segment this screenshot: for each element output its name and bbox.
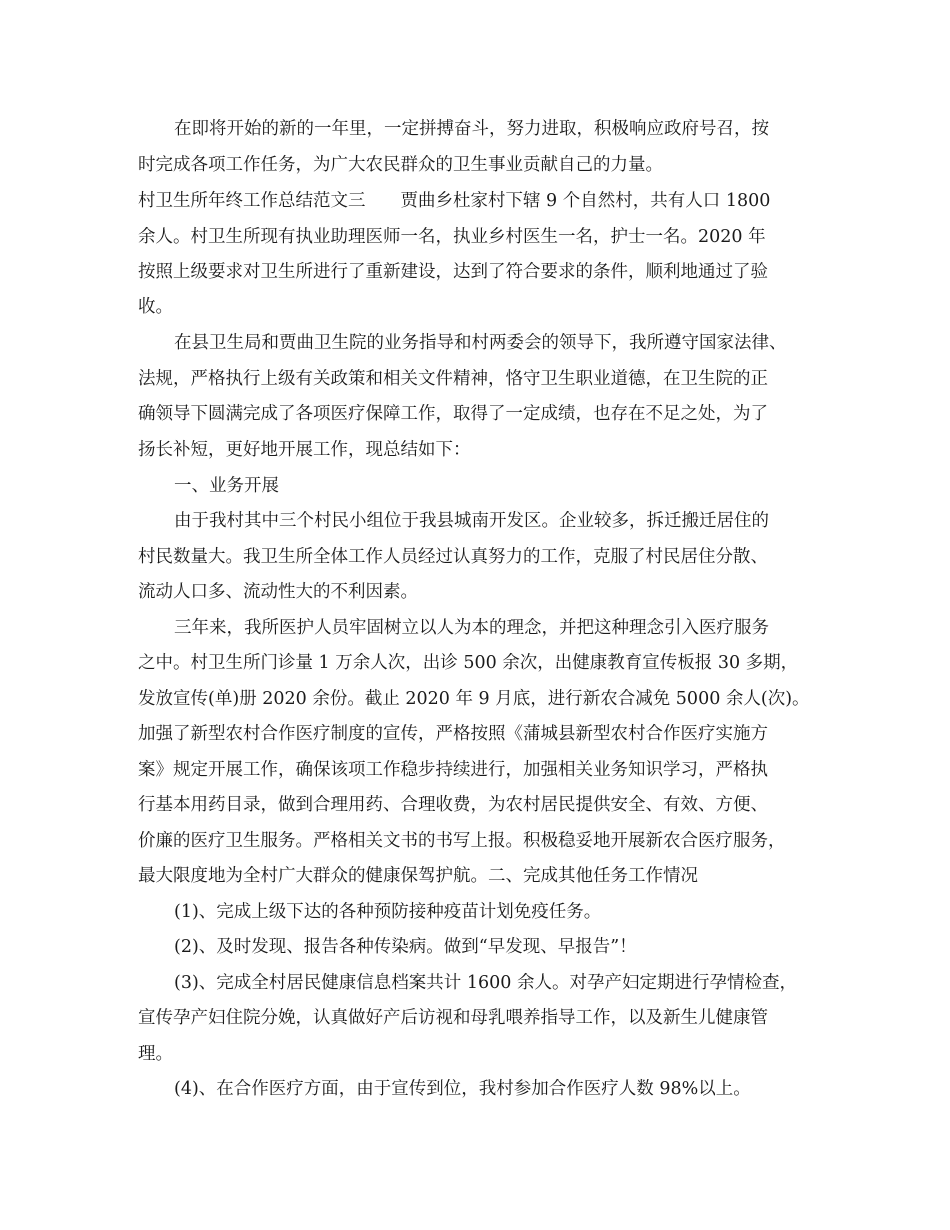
- paragraph-line: 法规，严格执行上级有关政策和相关文件精神，恪守卫生职业道德，在卫生院的正: [138, 369, 768, 389]
- paragraph-line: 宣传孕产妇住院分娩，认真做好产后访视和母乳喂养指导工作，以及新生儿健康管: [138, 1008, 768, 1028]
- list-item: (2)、及时发现、报告各种传染病。做到“早发现、早报告”！: [174, 937, 637, 957]
- paragraph-line: 时完成各项工作任务，为广大农民群众的卫生事业贡献自己的力量。: [138, 155, 663, 175]
- paragraph-line: 最大限度地为全村广大群众的健康保驾护航。二、完成其他任务工作情况: [138, 866, 698, 886]
- paragraph-line: 村卫生所年终工作总结范文三 贾曲乡杜家村下辖 9 个自然村，共有人口 1800: [138, 191, 771, 211]
- paragraph-line: 发放宣传(单)册 2020 余份。截止 2020 年 9 月底，进行新农合减免 5000 余人(次)。: [138, 689, 810, 709]
- paragraph-line: 价廉的医疗卫生服务。严格相关文书的书写上报。积极稳妥地开展新农合医疗服务，: [138, 831, 786, 851]
- paragraph-line: 流动人口多、流动性大的不利因素。: [138, 582, 418, 602]
- list-item: (4)、在合作医疗方面，由于宣传到位，我村参加合作医疗人数 98%以上。: [174, 1079, 751, 1099]
- paragraph-line: 扬长补短，更好地开展工作，现总结如下：: [138, 440, 471, 460]
- paragraph-line: 三年来，我所医护人员牢固树立以人为本的理念，并把这种理念引入医疗服务: [174, 618, 769, 638]
- paragraph-line: 理。: [138, 1044, 173, 1064]
- paragraph-line: 在县卫生局和贾曲卫生院的业务指导和村两委会的领导下，我所遵守国家法律、: [174, 333, 787, 353]
- list-item: (1)、完成上级下达的各种预防接种疫苗计划免疫任务。: [174, 902, 602, 922]
- list-item: (3)、完成全村居民健康信息档案共计 1600 余人。对孕产妇定期进行孕情检查，: [174, 973, 797, 993]
- paragraph-line: 余人。村卫生所现有执业助理医师一名，执业乡村医生一名，护士一名。2020 年: [138, 227, 766, 247]
- paragraph-line: 加强了新型农村合作医疗制度的宣传，严格按照《蒲城县新型农村合作医疗实施方: [138, 724, 768, 744]
- paragraph-line: 在即将开始的新的一年里，一定拼搏奋斗，努力进取，积极响应政府号召，按: [174, 119, 769, 139]
- paragraph-line: 之中。村卫生所门诊量 1 万余人次，出诊 500 余次，出健康教育宣传板报 30 多期，: [138, 653, 799, 673]
- paragraph-line: 村民数量大。我卫生所全体工作人员经过认真努力的工作，克服了村民居住分散、: [138, 547, 768, 567]
- paragraph-line: 案》规定开展工作，确保该项工作稳步持续进行，加强相关业务知识学习，严格执: [138, 760, 768, 780]
- paragraph-line: 按照上级要求对卫生所进行了重新建设，达到了符合要求的条件，顺利地通过了验: [138, 262, 768, 282]
- paragraph-line: 由于我村其中三个村民小组位于我县城南开发区。企业较多，拆迁搬迁居住的: [174, 511, 769, 531]
- paragraph-line: 确领导下圆满完成了各项医疗保障工作，取得了一定成绩，也存在不足之处，为了: [138, 404, 768, 424]
- paragraph-line: 行基本用药目录，做到合理用药、合理收费，为农村居民提供安全、有效、方便、: [138, 795, 768, 815]
- section-heading: 一、业务开展: [174, 476, 279, 496]
- paragraph-line: 收。: [138, 297, 173, 317]
